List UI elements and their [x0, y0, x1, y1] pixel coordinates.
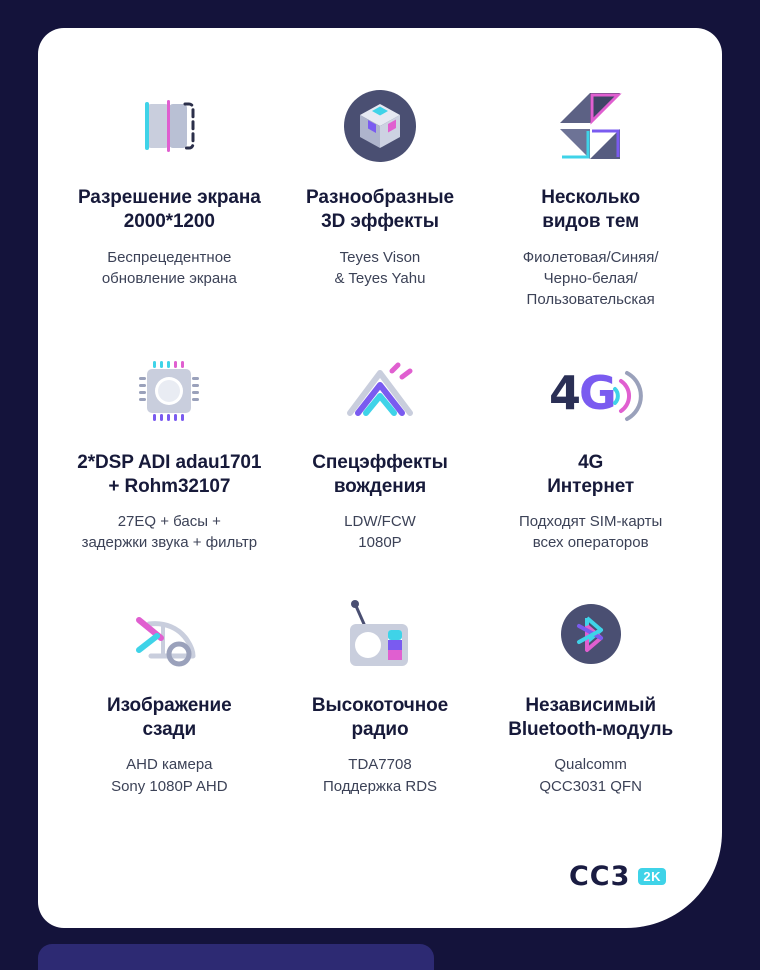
feature-title: Разрешение экрана 2000*1200 — [77, 187, 261, 233]
bluetooth-icon — [549, 580, 633, 688]
feature-title: 2*DSP ADI adau1701 + Rohm32107 — [77, 451, 262, 497]
feature-subtitle: Беспрецедентное обновление экрана — [101, 248, 237, 287]
feature-item — [64, 72, 275, 311]
feature-grid — [64, 72, 696, 797]
logo-badge: 2K — [638, 868, 666, 885]
feature-title: Несколько видов тем — [541, 187, 641, 233]
feature-item — [485, 580, 696, 797]
feature-title: Спецэффекты вождения — [312, 451, 448, 497]
feature-title: 4G Интернет — [547, 451, 635, 497]
feature-subtitle: 27EQ + басы + задержки звука + фильтр — [81, 513, 258, 552]
feature-title: Независимый Bluetooth-модуль — [508, 694, 674, 741]
feature-item — [485, 337, 696, 554]
bottom-strip — [38, 944, 434, 970]
feature-item — [485, 72, 696, 311]
radio-icon — [330, 580, 430, 688]
feature-item — [275, 337, 486, 554]
feature-subtitle: Фиолетовая/Синяя/ Черно-белая/ Пользовательская — [522, 248, 659, 309]
svg-text:4: 4 — [548, 365, 581, 420]
feature-subtitle: AHD камера Sony 1080P AHD — [111, 756, 228, 795]
dsp-chip-icon — [127, 337, 211, 445]
feature-subtitle: LDW/FCW 1080P — [344, 513, 416, 552]
feature-item — [64, 337, 275, 554]
logo-text: CC3 — [568, 861, 631, 892]
4g-internet-icon — [539, 337, 643, 445]
rear-camera-icon — [117, 580, 221, 688]
feature-card — [38, 28, 722, 928]
svg-text:G: G — [578, 365, 617, 420]
screen-resolution-icon — [129, 72, 209, 180]
feature-item — [275, 580, 486, 797]
feature-subtitle: Qualcomm QCC3031 QFN — [539, 756, 642, 795]
driving-effects-icon — [330, 337, 430, 445]
3d-cube-icon — [338, 72, 422, 180]
feature-title: Разнообразные 3D эффекты — [306, 187, 454, 233]
feature-subtitle: Teyes Vison & Teyes Yahu — [334, 248, 426, 287]
feature-title: Изображение сзади — [107, 694, 232, 741]
feature-title: Высокоточное радио — [311, 694, 449, 741]
themes-icon — [548, 72, 634, 180]
feature-subtitle: TDA7708 Поддержка RDS — [322, 756, 438, 795]
feature-item — [64, 580, 275, 797]
product-logo — [569, 861, 666, 892]
feature-item — [275, 72, 486, 311]
feature-subtitle: Подходят SIM-карты всех операторов — [518, 513, 663, 552]
